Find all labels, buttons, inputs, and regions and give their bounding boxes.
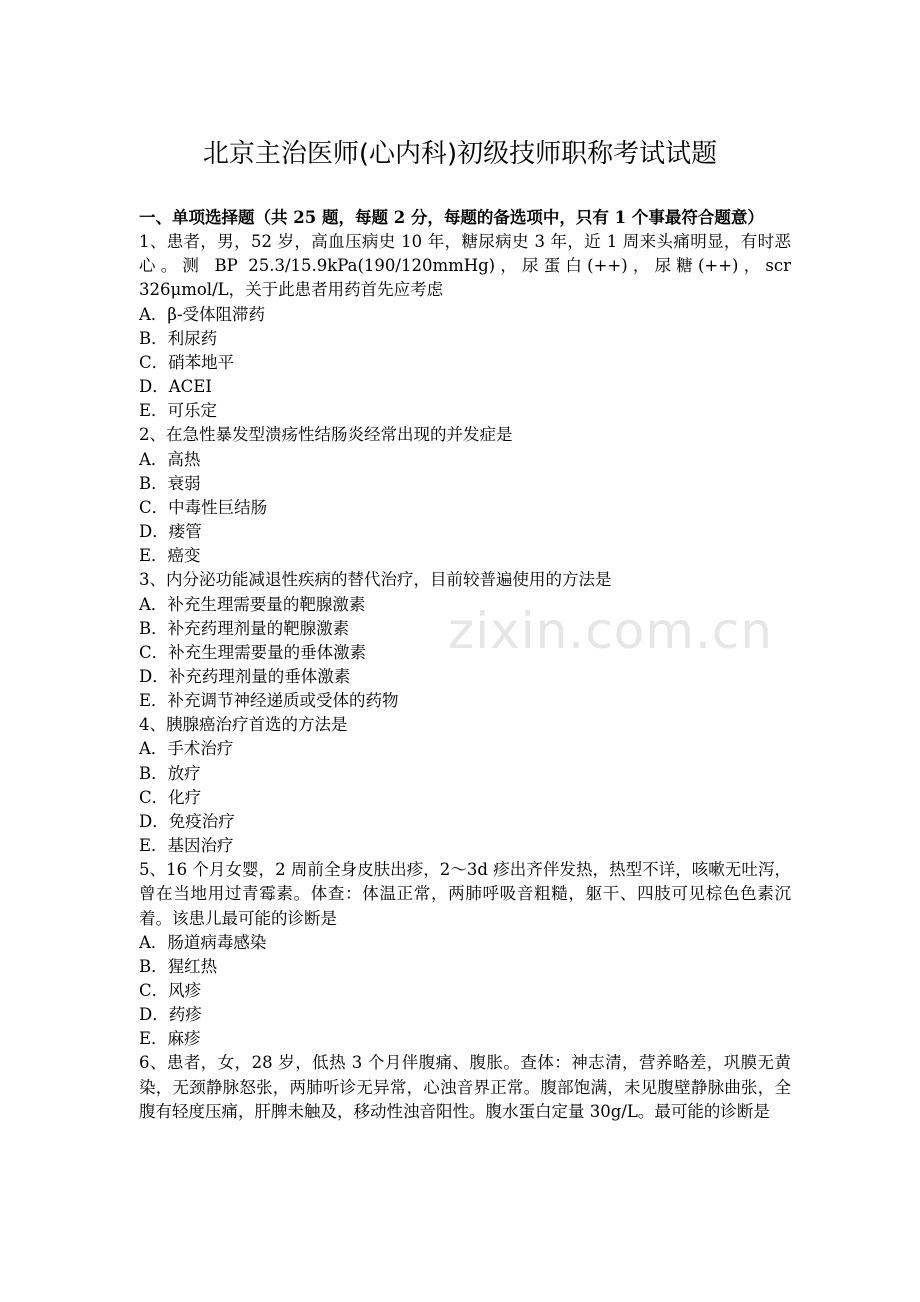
question-stem: 3、内分泌功能减退性疾病的替代治疗，目前较普遍使用的方法是 <box>139 570 612 590</box>
option-e: E．癌变 <box>139 546 201 566</box>
option-d: D．补充药理剂量的垂体激素 <box>139 666 351 686</box>
option-e: E．可乐定 <box>139 401 218 421</box>
question-3 <box>139 568 791 713</box>
option-c: C．补充生理需要量的垂体激素 <box>139 642 367 662</box>
option-b: B．利尿药 <box>139 328 218 348</box>
option-a: A．补充生理需要量的靶腺激素 <box>139 594 366 614</box>
option-a: A．高热 <box>139 449 201 469</box>
option-c: C．硝苯地平 <box>139 352 235 372</box>
option-b: B．放疗 <box>139 763 201 783</box>
option-c: C．风疹 <box>139 981 202 1000</box>
question-stem: 2、在急性暴发型溃疡性结肠炎经常出现的并发症是 <box>139 425 513 445</box>
option-b: B．衰弱 <box>139 473 201 493</box>
watermark: zixin.com.cn <box>448 602 774 660</box>
option-e: E．补充调节神经递质或受体的药物 <box>139 691 399 711</box>
option-c: C．中毒性巨结肠 <box>139 497 268 517</box>
document-title: 北京主治医师(心内科)初级技师职称考试试题 <box>202 139 718 169</box>
option-d: D．药疹 <box>139 1005 202 1025</box>
option-d: D．免疫治疗 <box>139 811 235 831</box>
question-2 <box>139 423 791 568</box>
question-stem: 5、16 个月女婴，2 周前全身皮肤出疹，2～3d 疹出齐伴发热，热型不详，咳嗽无吐泻，曾在当地用过青霉素。体查：体温正常，两肺呼吸音粗糙，躯干、四肢可见棕色色素沉着。该患儿最可能的诊断是 <box>139 860 791 928</box>
question-6 <box>139 1051 791 1123</box>
option-a: A．手术治疗 <box>139 739 234 759</box>
question-stem: 1、患者，男，52 岁，高血压病史 10 年，糖尿病史 3 年，近 1 周来头痛明显，有时恶心。测 BP 25.3/15.9kPa(190/120mmHg)，尿蛋白(++)，尿糖(++)，scr 326μmol/L，关于此患者用药首先应考虑 <box>139 232 791 300</box>
option-b: B．猩红热 <box>139 956 218 976</box>
option-e: E．基因治疗 <box>139 836 234 856</box>
question-4 <box>139 713 791 858</box>
option-d: D．ACEI <box>139 377 212 397</box>
option-d: D．瘘管 <box>139 522 202 542</box>
option-e: E．麻疹 <box>139 1029 201 1049</box>
question-1 <box>139 230 791 423</box>
question-5 <box>139 858 791 1051</box>
section-header: 一、单项选择题（共 25 题，每题 2 分，每题的备选项中，只有 1 个事最符合题意） <box>139 208 764 227</box>
document-body <box>139 206 791 1124</box>
option-c: C．化疗 <box>139 787 202 807</box>
question-stem: 4、胰腺癌治疗首选的方法是 <box>139 715 348 735</box>
question-stem: 6、患者，女，28 岁，低热 3 个月伴腹痛、腹胀。查体：神志清，营养略差，巩膜无黄染，无颈静脉怒张，两肺听诊无异常，心浊音界正常。腹部饱满，未见腹壁静脉曲张，全腹有轻度压痛，肝脾未触及，移动性浊音阳性。腹水蛋白定量 30g/L。最可能的诊断是 <box>139 1053 791 1121</box>
option-b: B．补充药理剂量的靶腺激素 <box>139 618 350 638</box>
option-a: A．肠道病毒感染 <box>139 932 267 952</box>
option-a: A．β-受体阻滞药 <box>139 304 266 324</box>
